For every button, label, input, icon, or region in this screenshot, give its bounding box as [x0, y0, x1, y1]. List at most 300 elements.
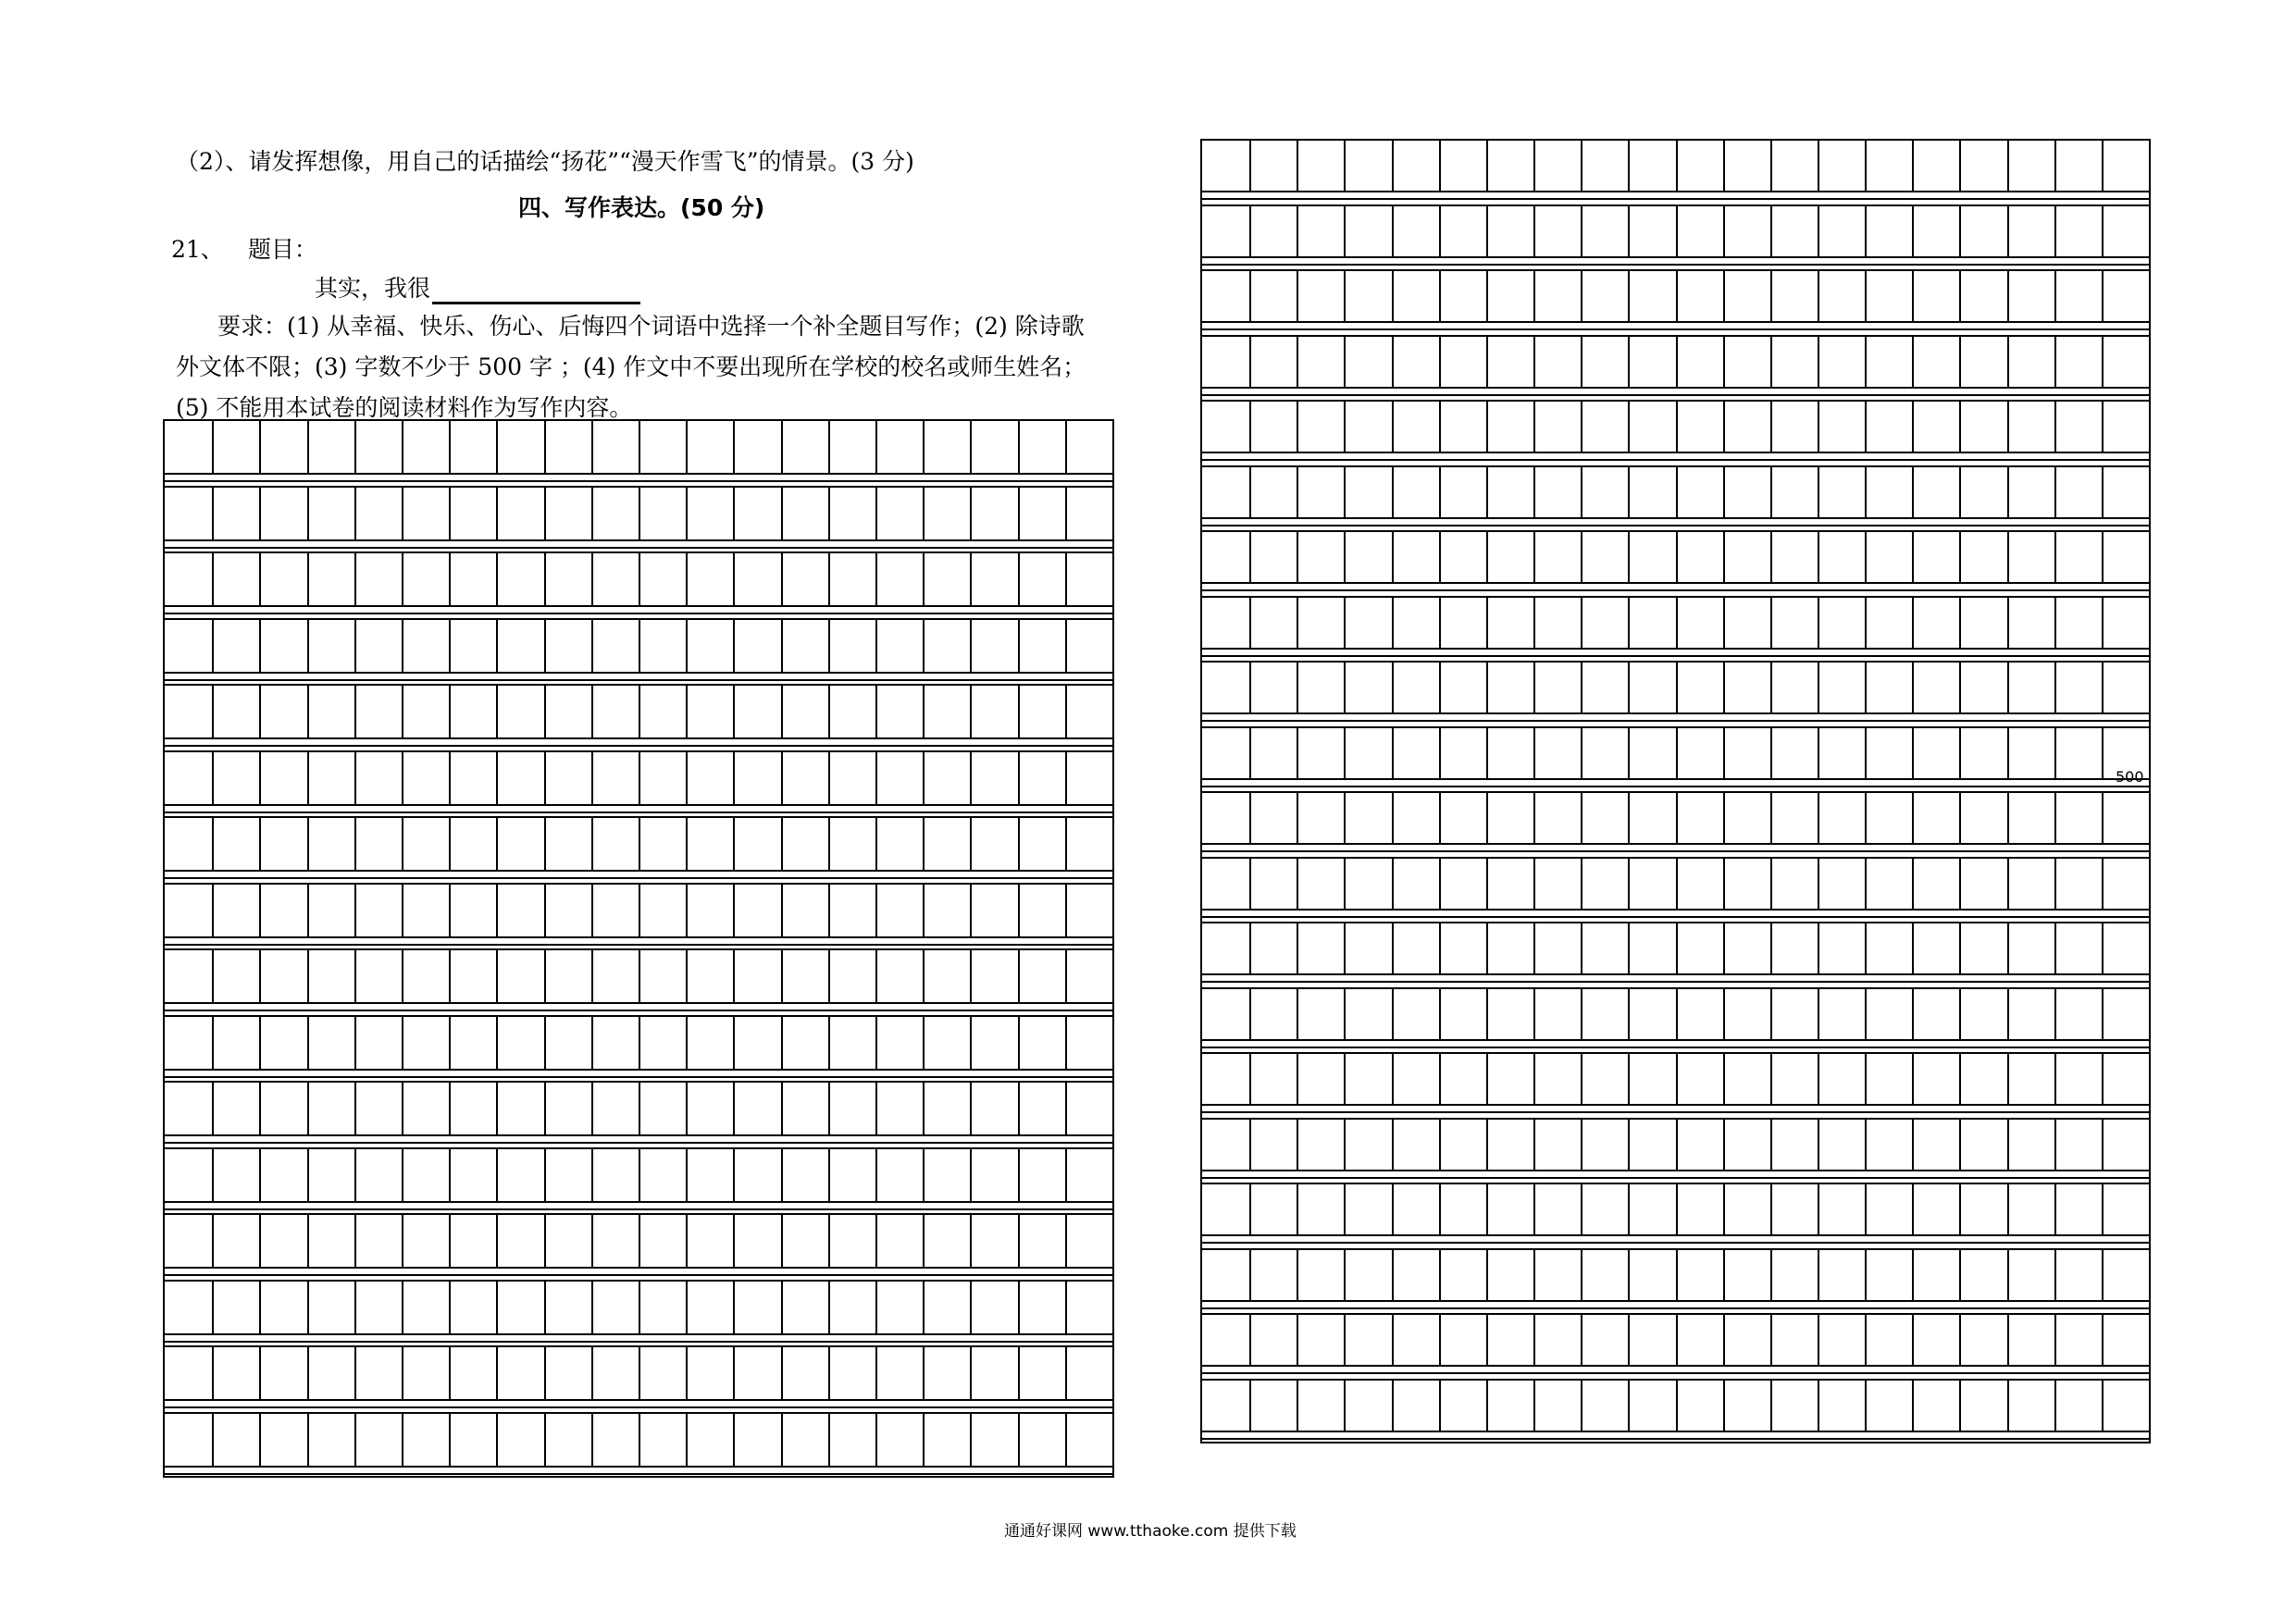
grid-cell-divider	[354, 1282, 356, 1333]
grid-cell-divider	[544, 1017, 546, 1069]
grid-row-rule	[165, 1274, 1112, 1276]
grid-cell-divider	[1912, 141, 1914, 191]
grid-cell-divider	[970, 1083, 972, 1134]
grid-cell-divider	[1865, 1381, 1867, 1431]
grid-cell-divider	[1770, 1184, 1772, 1234]
grid-cell-divider	[2007, 663, 2009, 712]
grid-cell-divider	[354, 885, 356, 936]
grid-cell-divider	[686, 950, 688, 1002]
grid-row	[1202, 335, 2149, 401]
grid-cell-divider	[1912, 859, 1914, 909]
grid-cell-divider	[1249, 923, 1251, 973]
grid-cell-divider	[875, 1414, 877, 1466]
grid-cell-divider	[212, 1347, 214, 1399]
grid-row-rule	[165, 1399, 1112, 1401]
grid-cell-divider	[2102, 728, 2104, 778]
grid-cell-divider	[639, 885, 640, 936]
grid-cell-divider	[1818, 467, 1819, 517]
grid-cell-divider	[449, 752, 451, 804]
grid-cell-divider	[1486, 337, 1488, 387]
grid-cell-divider	[733, 421, 735, 473]
grid-cell-divider	[402, 1215, 403, 1267]
grid-cell-divider	[1912, 1184, 1914, 1234]
grid-cell-divider	[496, 1017, 498, 1069]
grid-cell-divider	[828, 1414, 830, 1466]
grid-cell-divider	[1065, 553, 1067, 605]
grid-cell-divider	[1297, 1315, 1298, 1365]
grid-cell-divider	[1392, 1054, 1394, 1104]
grid-cell-divider	[1392, 1315, 1394, 1365]
grid-cell-divider	[2102, 1381, 2104, 1431]
grid-cell-divider	[1818, 206, 1819, 256]
grid-cell-divider	[1581, 793, 1582, 843]
grid-cell-divider	[212, 1149, 214, 1201]
grid-cell-divider	[1912, 1120, 1914, 1170]
grid-row-rule	[1202, 387, 2149, 389]
grid-cell-divider	[212, 818, 214, 870]
grid-row-rule	[165, 870, 1112, 872]
grid-cell-divider	[2007, 337, 2009, 387]
grid-cell-divider	[1628, 598, 1630, 648]
grid-cell-divider	[496, 752, 498, 804]
grid-row-rule	[1202, 648, 2149, 650]
grid-cell-divider	[2007, 1381, 2009, 1431]
grid-cell-divider	[307, 950, 309, 1002]
grid-row-rule	[165, 480, 1112, 482]
grid-cell-divider	[1959, 1315, 1961, 1365]
grid-cell-divider	[1297, 141, 1298, 191]
grid-row-rule	[165, 1406, 1112, 1408]
grid-row-rule	[1202, 525, 2149, 527]
grid-cell-divider	[686, 488, 688, 539]
grid-cell-divider	[686, 620, 688, 672]
grid-row-rule	[1202, 191, 2149, 192]
grid-cell-divider	[1344, 1054, 1346, 1104]
grid-cell-divider	[1770, 859, 1772, 909]
grid-row-rule	[1202, 786, 2149, 787]
grid-cell-divider	[544, 421, 546, 473]
grid-cell-divider	[1249, 1381, 1251, 1431]
grid-row-rule	[1202, 720, 2149, 722]
grid-cell-divider	[1297, 1054, 1298, 1104]
grid-cell-divider	[1865, 859, 1867, 909]
grid-cell-divider	[1581, 859, 1582, 909]
grid-cell-divider	[1770, 1250, 1772, 1300]
title-blank[interactable]	[432, 278, 640, 304]
grid-cell-divider	[828, 950, 830, 1002]
grid-cell-divider	[875, 752, 877, 804]
grid-cell-divider	[1676, 141, 1678, 191]
grid-cell-divider	[1770, 206, 1772, 256]
grid-cell-divider	[1439, 206, 1441, 256]
grid-cell-divider	[1818, 793, 1819, 843]
grid-cell-divider	[591, 1083, 593, 1134]
grid-cell-divider	[875, 1083, 877, 1134]
grid-cell-divider	[259, 1282, 261, 1333]
grid-row-rule	[1202, 843, 2149, 845]
grid-cell-divider	[1865, 271, 1867, 321]
grid-cell-divider	[923, 1414, 925, 1466]
grid-cell-divider	[1065, 421, 1067, 473]
grid-cell-divider	[733, 1215, 735, 1267]
grid-cell-divider	[1865, 923, 1867, 973]
grid-cell-divider	[1297, 271, 1298, 321]
grid-cell-divider	[970, 488, 972, 539]
grid-cell-divider	[1723, 1054, 1725, 1104]
grid-cell-divider	[354, 686, 356, 737]
grid-cell-divider	[1344, 663, 1346, 712]
grid-cell-divider	[1723, 1184, 1725, 1234]
grid-cell-divider	[1344, 206, 1346, 256]
grid-cell-divider	[1344, 1315, 1346, 1365]
grid-cell-divider	[1486, 271, 1488, 321]
grid-row	[1202, 400, 2149, 465]
grid-cell-divider	[354, 1215, 356, 1267]
grid-cell-divider	[591, 553, 593, 605]
grid-cell-divider	[923, 752, 925, 804]
grid-cell-divider	[1486, 663, 1488, 712]
grid-cell-divider	[970, 1414, 972, 1466]
grid-row-rule	[165, 473, 1112, 475]
grid-cell-divider	[2007, 1054, 2009, 1104]
grid-row-rule	[1202, 582, 2149, 584]
grid-cell-divider	[1533, 728, 1535, 778]
grid-cell-divider	[449, 620, 451, 672]
grid-cell-divider	[1959, 141, 1961, 191]
grid-cell-divider	[923, 620, 925, 672]
grid-cell-divider	[1065, 488, 1067, 539]
grid-cell-divider	[1959, 1120, 1961, 1170]
grid-cell-divider	[496, 1215, 498, 1267]
grid-cell-divider	[1297, 663, 1298, 712]
grid-cell-divider	[259, 421, 261, 473]
grid-cell-divider	[875, 1347, 877, 1399]
grid-cell-divider	[212, 1414, 214, 1466]
grid-cell-divider	[259, 620, 261, 672]
grid-cell-divider	[1392, 989, 1394, 1039]
grid-cell-divider	[1676, 206, 1678, 256]
grid-cell-divider	[402, 488, 403, 539]
grid-cell-divider	[1486, 1250, 1488, 1300]
grid-cell-divider	[781, 1282, 783, 1333]
grid-cell-divider	[875, 553, 877, 605]
grid-cell-divider	[1912, 663, 1914, 712]
grid-cell-divider	[828, 1017, 830, 1069]
grid-cell-divider	[1392, 1120, 1394, 1170]
grid-cell-divider	[686, 421, 688, 473]
grid-cell-divider	[1770, 728, 1772, 778]
grid-cell-divider	[2054, 598, 2056, 648]
grid-cell-divider	[1297, 989, 1298, 1039]
grid-cell-divider	[2054, 859, 2056, 909]
grid-cell-divider	[2102, 598, 2104, 648]
grid-cell-divider	[686, 553, 688, 605]
grid-row	[1202, 1379, 2149, 1444]
grid-cell-divider	[1581, 598, 1582, 648]
grid-cell-divider	[354, 1083, 356, 1134]
grid-row-rule	[165, 1466, 1112, 1468]
grid-cell-divider	[1628, 467, 1630, 517]
grid-cell-divider	[875, 885, 877, 936]
grid-cell-divider	[402, 752, 403, 804]
grid-cell-divider	[1439, 598, 1441, 648]
grid-cell-divider	[828, 421, 830, 473]
grid-cell-divider	[1065, 1083, 1067, 1134]
grid-cell-divider	[2102, 923, 2104, 973]
grid-cell-divider	[1249, 532, 1251, 582]
grid-row	[1202, 987, 2149, 1053]
grid-cell-divider	[1628, 1381, 1630, 1431]
grid-cell-divider	[307, 1282, 309, 1333]
grid-cell-divider	[875, 950, 877, 1002]
grid-cell-divider	[1065, 1347, 1067, 1399]
grid-row-rule	[165, 804, 1112, 806]
grid-cell-divider	[1818, 989, 1819, 1039]
grid-cell-divider	[2007, 1120, 2009, 1170]
grid-cell-divider	[686, 885, 688, 936]
grid-cell-divider	[1533, 141, 1535, 191]
grid-cell-divider	[1392, 1184, 1394, 1234]
grid-cell-divider	[639, 752, 640, 804]
grid-cell-divider	[1770, 402, 1772, 452]
grid-row-rule	[165, 1069, 1112, 1071]
grid-cell-divider	[1723, 663, 1725, 712]
grid-row-rule	[165, 672, 1112, 674]
grid-row-rule	[1202, 321, 2149, 323]
grid-cell-divider	[1676, 532, 1678, 582]
grid-cell-divider	[307, 818, 309, 870]
grid-row-rule	[1202, 1170, 2149, 1171]
grid-cell-divider	[1770, 337, 1772, 387]
grid-cell-divider	[875, 620, 877, 672]
grid-cell-divider	[1392, 467, 1394, 517]
grid-cell-divider	[307, 1017, 309, 1069]
grid-row	[165, 1015, 1112, 1082]
grid-cell-divider	[496, 686, 498, 737]
question-2-prompt: （2）、请发挥想像，用自己的话描绘“扬花”“漫天作雪飞”的情景。(3 分)	[176, 148, 914, 175]
grid-cell-divider	[1018, 488, 1020, 539]
grid-cell-divider	[1676, 989, 1678, 1039]
writing-grid-left[interactable]	[163, 419, 1114, 1478]
grid-cell-divider	[733, 885, 735, 936]
grid-bottom-rule	[165, 1476, 1112, 1478]
grid-cell-divider	[1865, 1184, 1867, 1234]
grid-cell-divider	[1018, 1083, 1020, 1134]
grid-cell-divider	[1533, 598, 1535, 648]
grid-cell-divider	[212, 1083, 214, 1134]
grid-cell-divider	[591, 752, 593, 804]
requirements-line-3: (5) 不能用本试卷的阅读材料作为写作内容。	[176, 394, 633, 421]
grid-cell-divider	[1628, 402, 1630, 452]
grid-cell-divider	[1959, 1054, 1961, 1104]
grid-cell-divider	[1439, 337, 1441, 387]
grid-cell-divider	[1344, 141, 1346, 191]
grid-cell-divider	[1959, 923, 1961, 973]
grid-cell-divider	[639, 1414, 640, 1466]
grid-cell-divider	[828, 553, 830, 605]
grid-cell-divider	[402, 620, 403, 672]
grid-cell-divider	[1959, 728, 1961, 778]
grid-cell-divider	[1018, 421, 1020, 473]
grid-row-rule	[1202, 850, 2149, 852]
grid-cell-divider	[2054, 663, 2056, 712]
grid-cell-divider	[1439, 1054, 1441, 1104]
grid-cell-divider	[1249, 663, 1251, 712]
grid-cell-divider	[2007, 532, 2009, 582]
grid-cell-divider	[1676, 1054, 1678, 1104]
grid-cell-divider	[1297, 1184, 1298, 1234]
grid-cell-divider	[354, 752, 356, 804]
grid-cell-divider	[1439, 1184, 1441, 1234]
grid-row	[165, 883, 1112, 949]
grid-cell-divider	[875, 1282, 877, 1333]
grid-cell-divider	[1723, 728, 1725, 778]
grid-row	[1202, 1118, 2149, 1183]
grid-cell-divider	[970, 686, 972, 737]
grid-cell-divider	[1533, 532, 1535, 582]
grid-cell-divider	[923, 1083, 925, 1134]
writing-grid-right[interactable]	[1200, 139, 2151, 1443]
grid-cell-divider	[2102, 859, 2104, 909]
grid-cell-divider	[212, 620, 214, 672]
question-number: 21、	[171, 236, 224, 263]
grid-cell-divider	[259, 686, 261, 737]
footer-source: 通通好课网 www.tthaoke.com 提供下载	[1004, 1522, 1297, 1541]
grid-cell-divider	[2054, 532, 2056, 582]
grid-cell-divider	[544, 553, 546, 605]
grid-cell-divider	[781, 620, 783, 672]
grid-row-rule	[165, 1142, 1112, 1144]
grid-cell-divider	[1818, 141, 1819, 191]
grid-cell-divider	[1297, 598, 1298, 648]
grid-cell-divider	[2054, 793, 2056, 843]
grid-cell-divider	[828, 885, 830, 936]
grid-cell-divider	[1628, 793, 1630, 843]
grid-cell-divider	[781, 553, 783, 605]
grid-cell-divider	[781, 1347, 783, 1399]
grid-cell-divider	[1533, 467, 1535, 517]
grid-cell-divider	[307, 488, 309, 539]
grid-cell-divider	[2054, 1184, 2056, 1234]
grid-cell-divider	[1723, 1381, 1725, 1431]
grid-cell-divider	[354, 1347, 356, 1399]
grid-cell-divider	[1959, 793, 1961, 843]
grid-cell-divider	[686, 1282, 688, 1333]
grid-row-rule	[1202, 1372, 2149, 1374]
grid-row-rule	[1202, 264, 2149, 266]
grid-cell-divider	[1344, 1381, 1346, 1431]
grid-cell-divider	[544, 818, 546, 870]
grid-cell-divider	[1065, 1017, 1067, 1069]
grid-cell-divider	[1770, 663, 1772, 712]
grid-cell-divider	[1723, 859, 1725, 909]
grid-cell-divider	[544, 1347, 546, 1399]
grid-cell-divider	[307, 752, 309, 804]
grid-cell-divider	[2007, 141, 2009, 191]
grid-cell-divider	[307, 620, 309, 672]
grid-cell-divider	[1249, 793, 1251, 843]
grid-row	[1202, 269, 2149, 335]
grid-cell-divider	[970, 421, 972, 473]
grid-cell-divider	[1865, 793, 1867, 843]
grid-cell-divider	[733, 752, 735, 804]
grid-row-rule	[165, 1010, 1112, 1011]
section-heading: 四、写作表达。(50 分)	[518, 194, 765, 221]
grid-cell-divider	[449, 1215, 451, 1267]
grid-cell-divider	[2007, 206, 2009, 256]
grid-cell-divider	[1581, 206, 1582, 256]
grid-cell-divider	[686, 818, 688, 870]
grid-cell-divider	[402, 1083, 403, 1134]
grid-cell-divider	[354, 950, 356, 1002]
grid-row-rule	[165, 936, 1112, 938]
grid-cell-divider	[1249, 337, 1251, 387]
grid-cell-divider	[1676, 467, 1678, 517]
grid-row-rule	[1202, 1047, 2149, 1048]
grid-cell-divider	[1818, 1120, 1819, 1170]
grid-cell-divider	[1959, 598, 1961, 648]
grid-cell-divider	[1392, 923, 1394, 973]
grid-cell-divider	[449, 950, 451, 1002]
grid-row	[1202, 139, 2149, 204]
grid-cell-divider	[1392, 663, 1394, 712]
grid-cell-divider	[970, 1282, 972, 1333]
grid-cell-divider	[1581, 402, 1582, 452]
grid-row-rule	[1202, 328, 2149, 330]
grid-cell-divider	[402, 421, 403, 473]
grid-cell-divider	[1865, 1120, 1867, 1170]
grid-cell-divider	[1628, 1120, 1630, 1170]
grid-cell-divider	[259, 818, 261, 870]
grid-cell-divider	[1018, 1347, 1020, 1399]
grid-cell-divider	[544, 752, 546, 804]
grid-cell-divider	[2054, 1381, 2056, 1431]
grid-cell-divider	[1628, 923, 1630, 973]
grid-cell-divider	[1959, 271, 1961, 321]
grid-cell-divider	[402, 686, 403, 737]
grid-cell-divider	[781, 950, 783, 1002]
grid-cell-divider	[2054, 467, 2056, 517]
grid-cell-divider	[828, 1083, 830, 1134]
grid-cell-divider	[1581, 141, 1582, 191]
grid-cell-divider	[591, 686, 593, 737]
grid-cell-divider	[1628, 141, 1630, 191]
grid-cell-divider	[1439, 663, 1441, 712]
grid-cell-divider	[923, 1017, 925, 1069]
grid-cell-divider	[1912, 1381, 1914, 1431]
grid-cell-divider	[1770, 793, 1772, 843]
grid-cell-divider	[970, 1347, 972, 1399]
grid-cell-divider	[686, 1347, 688, 1399]
grid-cell-divider	[1628, 859, 1630, 909]
grid-row	[1202, 1183, 2149, 1248]
grid-row-rule	[165, 605, 1112, 607]
grid-cell-divider	[2102, 402, 2104, 452]
grid-cell-divider	[1818, 1381, 1819, 1431]
grid-cell-divider	[1723, 337, 1725, 387]
grid-cell-divider	[686, 1414, 688, 1466]
grid-cell-divider	[496, 620, 498, 672]
grid-row	[165, 1147, 1112, 1214]
grid-row	[165, 750, 1112, 817]
grid-cell-divider	[1912, 1250, 1914, 1300]
grid-cell-divider	[970, 1017, 972, 1069]
grid-cell-divider	[2054, 1054, 2056, 1104]
grid-cell-divider	[2007, 467, 2009, 517]
grid-cell-divider	[1770, 467, 1772, 517]
grid-cell-divider	[1018, 553, 1020, 605]
grid-cell-divider	[1676, 337, 1678, 387]
